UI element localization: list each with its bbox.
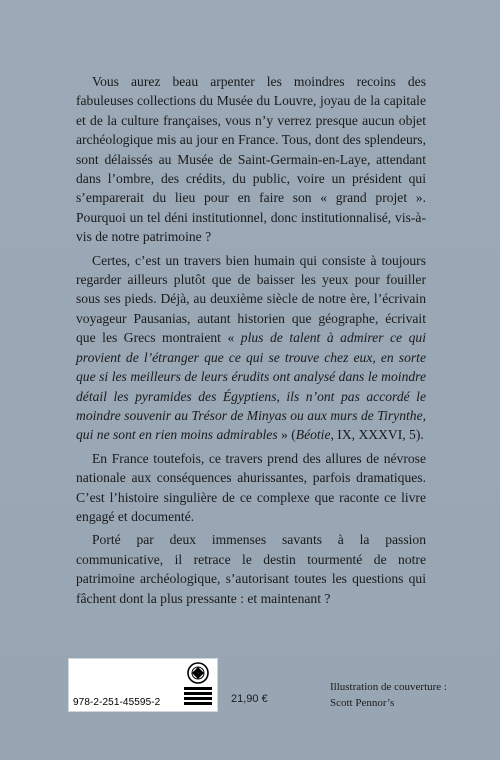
- price: 21,90 €: [231, 693, 268, 705]
- credit-label: Illustration de couverture :: [330, 681, 447, 693]
- citation-roman: IX, XXXVI: [337, 427, 403, 443]
- paragraph-3: En France toutefois, ce travers prend des allures de névrose nationale aux conséquences ahurissantes, parfois dramatiques. C’est l’histoire singulière de ce complexe que raconte ce livre engagé et documenté.: [76, 450, 426, 524]
- paragraph-4: Porté par deux immenses savants à la passion communicative, il retrace le destin tourmenté de notre patrimoine archéologique, s’autorisant toutes les questions qui fâchent dont la plus pressante : et maintenant ?: [76, 532, 426, 606]
- paragraph-1: Vous aurez beau arpenter les moindres recoins des fabuleuses collections du Musée du Louvre, joyau de la capitale et de la culture françaises, vous n’y verrez presque aucun objet archéologique mis au jour en France. Tous, dont des splendeurs, sont délaissés au Musée de Saint-Germain-en-Laye, attendant dans l’ombre, des crédits, du public, voire un président qui s’emparerait du lieu pour en faire son « grand projet ». Pourquoi un tel déni institutionnel, donc institutionnalisé, vis-à-vis de notre patrimoine ?: [76, 74, 426, 245]
- citation-sep: ,: [330, 427, 338, 443]
- blurb-text: [76, 72, 426, 608]
- paragraph-2-intro: Certes, c’est un travers bien humain qui consiste à toujours regarder ailleurs plutôt que de baisser les yeux pour fouiller sous ses pieds. Déjà, au deuxième siècle de notre ère, l’écrivain voyageur Pausanias, autant historien que géographe, écrivait que les Grecs montraient «: [76, 252, 426, 346]
- paragraph-2: [76, 251, 426, 445]
- credit-artist: Scott Pennor’s: [330, 697, 395, 709]
- isbn-number: 978-2-251-45595-2: [73, 697, 161, 708]
- paragraph-2-close: » (: [277, 427, 296, 443]
- pausanias-quote: plus de talent à admirer ce qui provient de l’étranger que ce qui se trouve chez eux, en sorte que si les meilleurs de leurs érudits ont analysé dans le moindre détail les pyramides des Égyptiens, ils n’ont pas accordé le moindre souvenir au Trésor de Minyas ou aux murs de Tirynthe, qui ne sont en rien moins admirables: [76, 330, 426, 443]
- citation-end: , 5).: [402, 427, 424, 443]
- barcode-panel: [68, 658, 218, 712]
- cover-credit: [330, 679, 470, 711]
- barcode-bars: [73, 663, 179, 695]
- citation-title: Béotie: [295, 427, 331, 443]
- publisher-logo: [181, 661, 215, 709]
